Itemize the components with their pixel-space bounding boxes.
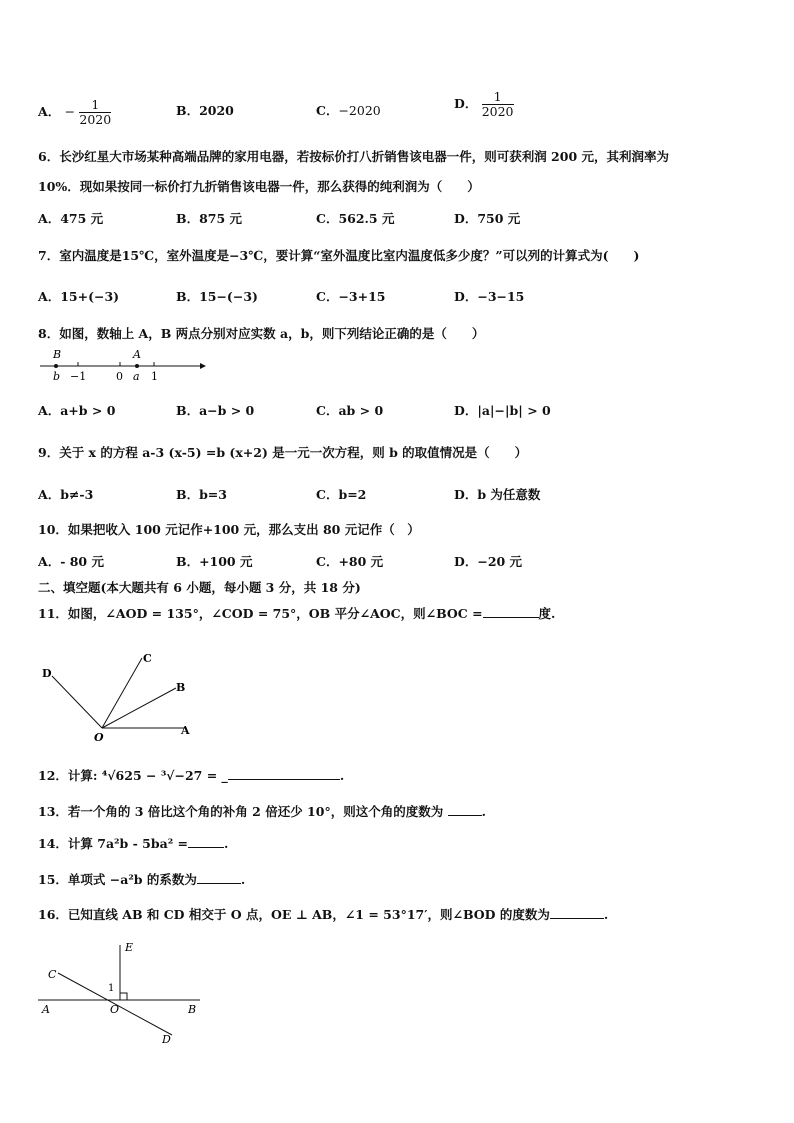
q8-stem: 8．如图，数轴上 A，B 两点分别对应实数 a，b，则下列结论正确的是（ ） xyxy=(38,326,485,341)
point-a xyxy=(135,364,139,368)
q6-option-d[interactable]: D．750 元 xyxy=(454,211,521,226)
q6-option-b[interactable]: B．875 元 xyxy=(176,211,243,226)
q7-option-c[interactable]: C．−3+15 xyxy=(316,289,386,304)
q10-option-d[interactable]: D．−20 元 xyxy=(454,554,523,569)
q13-stem xyxy=(38,802,486,820)
label-A: A xyxy=(181,724,190,737)
q7-option-d[interactable]: D．−3−15 xyxy=(454,289,525,304)
q6-stem-line2: 10%．现如果按同一标价打九折销售该电器一件，那么获得的纯利润为（ ） xyxy=(38,179,480,194)
q13-answer-blank[interactable] xyxy=(448,803,482,816)
label-B: B xyxy=(53,348,62,361)
fraction xyxy=(482,90,514,119)
option-label: D． xyxy=(454,96,478,111)
option-value: −2020 xyxy=(338,103,381,118)
denominator: 2020 xyxy=(79,112,112,127)
option-label: C． xyxy=(316,103,339,118)
q13-suffix: . xyxy=(481,804,486,819)
label-angle-1: 1 xyxy=(108,983,115,994)
q15-stem xyxy=(38,870,245,888)
denominator: 2020 xyxy=(481,104,514,119)
label-minus-one: −1 xyxy=(70,370,87,383)
q11-text: 11．如图，∠AOD = 135°，∠COD = 75°，OB 平分∠AOC，则∠BOC = xyxy=(38,606,483,621)
q11-stem xyxy=(38,604,555,622)
q10-option-b[interactable]: B．+100 元 xyxy=(176,554,253,569)
q7-option-b[interactable]: B．15−(−3) xyxy=(176,289,258,304)
q14-stem xyxy=(38,834,228,852)
label-D: D xyxy=(42,667,52,680)
label-B: B xyxy=(176,681,186,694)
q5-option-a[interactable] xyxy=(38,98,111,127)
q14-suffix: . xyxy=(224,836,229,851)
q6-stem-line1: 6．长沙红星大市场某种高端品牌的家用电器，若按标价打八折销售该电器一件，则可获利润 200 元，其利润率为 xyxy=(38,149,669,164)
label-O: O xyxy=(94,731,104,744)
label-a: a xyxy=(133,370,140,383)
q8-option-a[interactable]: A．a+b > 0 xyxy=(38,403,116,418)
q7-option-a[interactable]: A．15+(−3) xyxy=(38,289,120,304)
q10-option-c[interactable]: C．+80 元 xyxy=(316,554,384,569)
q12-text: 12．计算: ⁴√625 − ³√−27 = _ xyxy=(38,768,228,783)
numerator: 1 xyxy=(482,90,514,105)
numerator: 1 xyxy=(79,98,111,113)
q16-stem xyxy=(38,905,608,923)
q12-answer-blank[interactable] xyxy=(228,767,340,780)
q16-suffix: . xyxy=(603,907,609,922)
q9-option-a[interactable]: A．b≠-3 xyxy=(38,487,94,502)
label-E: E xyxy=(125,941,134,954)
label-one: 1 xyxy=(151,370,158,383)
q11-angle-figure xyxy=(36,650,196,744)
q14-text: 14．计算 7a²b - 5ba² = xyxy=(38,836,188,851)
q12-suffix: . xyxy=(339,768,345,783)
option-label: A． xyxy=(38,104,61,119)
right-angle-mark xyxy=(120,993,127,1000)
q8-option-b[interactable]: B．a−b > 0 xyxy=(176,403,255,418)
q15-suffix: . xyxy=(240,872,246,887)
q6-option-a[interactable]: A．475 元 xyxy=(38,211,104,226)
q5-option-c[interactable] xyxy=(316,101,381,119)
ray-OD xyxy=(52,676,102,728)
label-b: b xyxy=(53,370,61,383)
q15-text: 15．单项式 −a²b 的系数为 xyxy=(38,872,197,887)
label-O: O xyxy=(110,1003,120,1016)
arrow-head xyxy=(200,363,206,369)
q8-number-line xyxy=(40,346,210,386)
q16-intersecting-lines-figure xyxy=(36,935,206,1047)
label-C: C xyxy=(143,652,152,665)
q16-answer-blank[interactable] xyxy=(550,906,604,919)
q6-option-c[interactable]: C．562.5 元 xyxy=(316,211,395,226)
fraction xyxy=(79,98,111,127)
q9-stem: 9．关于 x 的方程 a-3 (x-5) =b (x+2) 是一元一次方程，则 b 的取值情况是（ ） xyxy=(38,445,528,460)
label-A: A xyxy=(42,1003,50,1016)
q10-option-a[interactable]: A．- 80 元 xyxy=(38,554,104,569)
q9-option-d[interactable]: D．b 为任意数 xyxy=(454,487,541,502)
q8-option-c[interactable]: C．ab > 0 xyxy=(316,403,384,418)
q7-stem: 7．室内温度是15℃，室外温度是−3℃，要计算“室外温度比室内温度低多少度？”可以列的计算式为( ) xyxy=(38,248,640,263)
q12-stem xyxy=(38,766,344,784)
q5-option-d[interactable] xyxy=(454,90,514,119)
q9-option-b[interactable]: B．b=3 xyxy=(176,487,227,502)
q15-answer-blank[interactable] xyxy=(197,871,241,884)
q13-text: 13．若一个角的 3 倍比这个角的补角 2 倍还少 10°，则这个角的度数为 xyxy=(38,804,444,819)
label-B: B xyxy=(188,1003,197,1016)
q16-text: 16．已知直线 AB 和 CD 相交于 O 点，OE ⊥ AB，∠1 = 53°17′，则∠BOD 的度数为 xyxy=(38,907,550,922)
q8-option-d[interactable]: D．|a|−|b| > 0 xyxy=(454,403,551,418)
q14-answer-blank[interactable] xyxy=(188,835,224,848)
q10-stem: 10．如果把收入 100 元记作+100 元，那么支出 80 元记作（ ） xyxy=(38,522,420,537)
label-A: A xyxy=(133,348,141,361)
section-heading-fill-in: 二、填空题(本大题共有 6 小题，每小题 3 分，共 18 分) xyxy=(38,580,361,595)
point-b xyxy=(54,364,58,368)
q9-option-c[interactable]: C．b=2 xyxy=(316,487,367,502)
minus-sign: − xyxy=(64,104,76,119)
q5-option-b[interactable]: B．2020 xyxy=(176,103,234,118)
label-C: C xyxy=(48,968,57,981)
label-D: D xyxy=(162,1033,171,1046)
q11-answer-blank[interactable] xyxy=(483,605,539,618)
label-zero: 0 xyxy=(116,370,123,383)
q11-suffix: 度. xyxy=(538,606,556,621)
